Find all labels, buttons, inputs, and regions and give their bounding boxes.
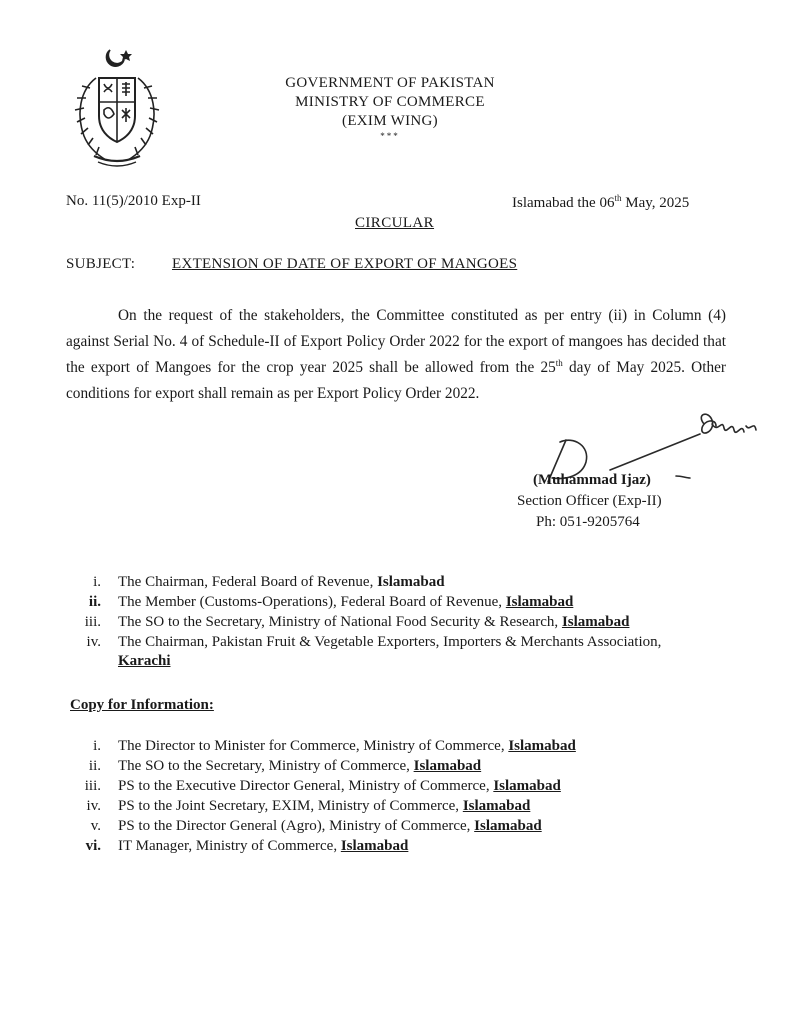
copy-place: Islamabad <box>474 818 542 834</box>
letterhead <box>255 74 525 141</box>
date-month-year: May, 2025 <box>621 195 690 211</box>
list-item <box>66 817 706 837</box>
list-item-text <box>118 573 706 592</box>
list-item-number: iv. <box>86 634 101 650</box>
body-paragraph <box>66 303 726 407</box>
copy-text: PS to the Executive Director General, Ministry of Commerce, <box>118 778 494 794</box>
copy-place: Islamabad <box>493 778 561 794</box>
body-part-2: day of May 2025. Other conditions for export shall remain as per Export Policy Order 2022. <box>66 359 726 402</box>
list-item-text <box>118 817 706 836</box>
copy-text: The Director to Minister for Commerce, Ministry of Commerce, <box>118 738 509 754</box>
recipient-text: The Chairman, Federal Board of Revenue, <box>118 574 378 590</box>
header-stars: *** <box>380 131 400 141</box>
list-item <box>66 737 706 757</box>
copy-place: Islamabad <box>413 758 482 774</box>
document-title: CIRCULAR <box>355 215 435 231</box>
header-wing: (EXIM WING) <box>342 113 438 129</box>
recipient-text: The Member (Customs-Operations), Federal Board of Revenue, <box>118 594 506 610</box>
recipient-list <box>66 573 706 671</box>
list-item <box>66 633 706 671</box>
list-item <box>66 613 706 633</box>
recipient-place: Karachi <box>118 653 171 669</box>
copy-text: The SO to the Secretary, Ministry of Commerce, <box>118 758 414 774</box>
list-item-text <box>118 777 706 796</box>
copy-place: Islamabad <box>508 738 576 754</box>
list-item-number: v. <box>90 818 101 834</box>
date-prefix: Islamabad the 06 <box>512 195 615 211</box>
list-item-number: iii. <box>84 778 101 794</box>
signatory-phone: Ph: 051-9205764 <box>536 514 640 530</box>
issue-date <box>512 193 689 212</box>
body-sup: th <box>555 357 563 368</box>
list-item <box>66 593 706 613</box>
copy-place: Islamabad <box>340 838 409 854</box>
copy-list <box>66 737 706 857</box>
list-item <box>66 573 706 593</box>
list-item-text <box>118 593 706 612</box>
copy-text: PS to the Director General (Agro), Ministry of Commerce, <box>118 818 475 834</box>
signatory-title: Section Officer (Exp-II) <box>517 493 662 509</box>
subject-label: SUBJECT: <box>66 256 136 272</box>
copy-for-information-heading: Copy for Information: <box>70 697 214 713</box>
date-suffix-sup: th <box>614 193 622 203</box>
reference-number: No. 11(5)/2010 Exp-II <box>66 193 201 209</box>
state-emblem-icon <box>66 44 168 172</box>
list-item-number: iii. <box>84 614 101 630</box>
copy-text: IT Manager, Ministry of Commerce, <box>118 838 341 854</box>
copy-place: Islamabad <box>462 798 531 814</box>
list-item-text <box>118 837 706 856</box>
list-item-number: ii. <box>88 758 101 774</box>
body-part-1: On the request of the stakeholders, the Committee constituted as per entry (ii) in Column (4) against Serial No. 4 of Schedule-II of Export Policy Order 2022 for the export of mangoes has decided that the export of Mangoes for the crop year 2025 shall be allowed from the 25 <box>66 307 726 376</box>
list-item-number: i. <box>93 738 101 754</box>
list-item-text <box>118 613 706 632</box>
list-item-number: i. <box>93 574 101 590</box>
signatory-name: (Muhammad Ijaz) <box>533 472 651 488</box>
list-item-number: iv. <box>86 798 101 814</box>
recipient-place: Islamabad <box>377 574 445 590</box>
list-item <box>66 837 706 857</box>
subject-text: EXTENSION OF DATE OF EXPORT OF MANGOES <box>172 256 518 272</box>
recipient-text: The SO to the Secretary, Ministry of National Food Security & Research, <box>118 614 562 630</box>
list-item-text <box>118 737 706 756</box>
recipient-place: Islamabad <box>561 614 630 630</box>
header-government: GOVERNMENT OF PAKISTAN <box>285 75 495 91</box>
recipient-text: The Chairman, Pakistan Fruit & Vegetable Exporters, Importers & Merchants Association, <box>118 634 662 650</box>
list-item <box>66 757 706 777</box>
recipient-place: Islamabad <box>505 594 574 610</box>
header-ministry: MINISTRY OF COMMERCE <box>295 94 485 110</box>
list-item-number: vi. <box>85 838 101 854</box>
list-item <box>66 777 706 797</box>
list-item-text <box>118 797 706 816</box>
list-item-text <box>118 633 706 671</box>
list-item <box>66 797 706 817</box>
copy-text: PS to the Joint Secretary, EXIM, Ministry of Commerce, <box>118 798 463 814</box>
list-item-text <box>118 757 706 776</box>
list-item-number: ii. <box>88 594 101 610</box>
